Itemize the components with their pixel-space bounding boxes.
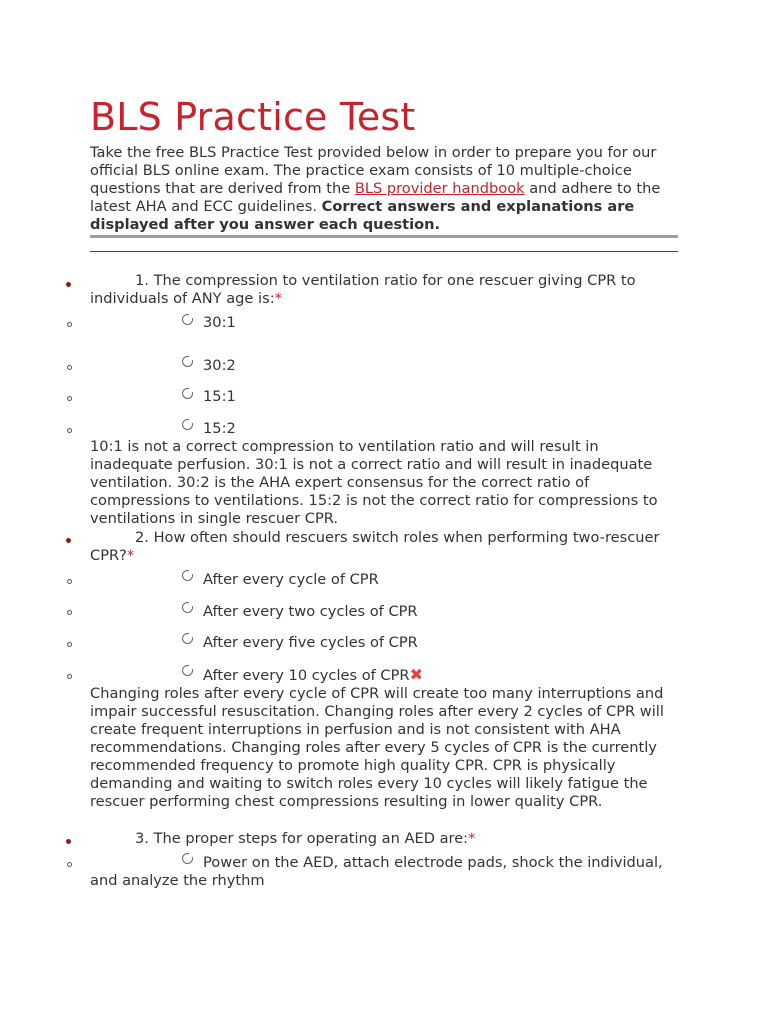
intro-text: Take the free BLS Practice Test provided below in order to prepare you for our official BLS online exam. The practice exam consists of 10 multiple-choice questions that are derived from the xyxy=(90,144,657,197)
radio-q1-opt4[interactable] xyxy=(182,419,193,430)
radio-q1-opt1[interactable] xyxy=(182,314,193,325)
wrong-answer-icon: ✖ xyxy=(409,665,423,684)
option-label-with-mark xyxy=(203,666,423,685)
option-label: 30:2 xyxy=(203,357,236,374)
radio-q2-opt3[interactable] xyxy=(182,633,193,644)
option-bullet xyxy=(67,674,72,679)
option-bullet xyxy=(67,642,72,647)
divider-gray xyxy=(90,235,678,238)
intro-text-continued: and adhere to the latest AHA and ECC guidelines. xyxy=(90,180,661,215)
question-2 xyxy=(90,529,680,565)
divider-dark xyxy=(90,251,678,252)
option-label: After every two cycles of CPR xyxy=(203,603,418,620)
option-label-wrapping xyxy=(90,854,680,890)
question-1-text: 1. The compression to ventilation ratio for one rescuer giving CPR to individuals of ANY age is: xyxy=(90,272,636,307)
question-bullet xyxy=(66,839,71,844)
option-label: After every cycle of CPR xyxy=(203,571,379,588)
question-3-text: 3. The proper steps for operating an AED are: xyxy=(135,830,469,847)
option-bullet xyxy=(67,862,72,867)
option-label: After every five cycles of CPR xyxy=(203,634,418,651)
option-bullet xyxy=(67,610,72,615)
required-marker: * xyxy=(126,547,135,564)
question-1 xyxy=(90,272,680,308)
option-bullet xyxy=(67,322,72,327)
intro-paragraph xyxy=(90,144,680,234)
bls-handbook-link[interactable]: BLS provider handbook xyxy=(354,180,525,197)
radio-q2-opt4[interactable] xyxy=(182,665,193,676)
question-2-text: 2. How often should rescuers switch roles when performing two-rescuer CPR? xyxy=(90,529,660,564)
page-title: BLS Practice Test xyxy=(90,95,416,139)
option-bullet xyxy=(67,365,72,370)
option-label: After every 10 cycles of CPR xyxy=(203,667,410,684)
option-bullet xyxy=(67,396,72,401)
option-label: 30:1 xyxy=(203,314,236,331)
radio-q2-opt1[interactable] xyxy=(182,570,193,581)
option-label: 15:1 xyxy=(203,388,236,405)
radio-q1-opt2[interactable] xyxy=(182,356,193,367)
required-marker: * xyxy=(274,290,282,307)
option-label: Power on the AED, attach electrode pads, shock the individual, and analyze the rhythm xyxy=(90,854,663,889)
question-bullet xyxy=(66,282,71,287)
required-marker: * xyxy=(468,830,476,847)
radio-q2-opt2[interactable] xyxy=(182,602,193,613)
question-3 xyxy=(90,830,680,848)
radio-q1-opt3[interactable] xyxy=(182,388,193,399)
option-bullet xyxy=(67,579,72,584)
question-bullet xyxy=(66,538,71,543)
question-1-explanation: 10:1 is not a correct compression to ventilation ratio and will result in inadequate perfusion. 30:1 is not a correct ratio and will result in inadequate ventilation. 30:2 is the AHA expert consensus for the correct ratio of compressions to ventilations. 15:2 is not the correct ratio for compressions to ventilations in single rescuer CPR. xyxy=(90,438,658,527)
option-bullet xyxy=(67,428,72,433)
intro-bold-note: Correct answers and explanations are displayed after you answer each question. xyxy=(90,198,635,233)
option-label: 15:2 xyxy=(203,420,236,437)
question-2-explanation: Changing roles after every cycle of CPR will create too many interruptions and impair successful resuscitation. Changing roles after every 2 cycles of CPR will create frequent interruptions in perfusion and is not consistent with AHA recommendations. Changing roles after every 5 cycles of CPR is the currently recommended frequency to promote high quality CPR. CPR is physically demanding and waiting to switch roles every 10 cycles will likely fatigue the rescuer performing chest compressions resulting in lower quality CPR. xyxy=(90,685,664,810)
